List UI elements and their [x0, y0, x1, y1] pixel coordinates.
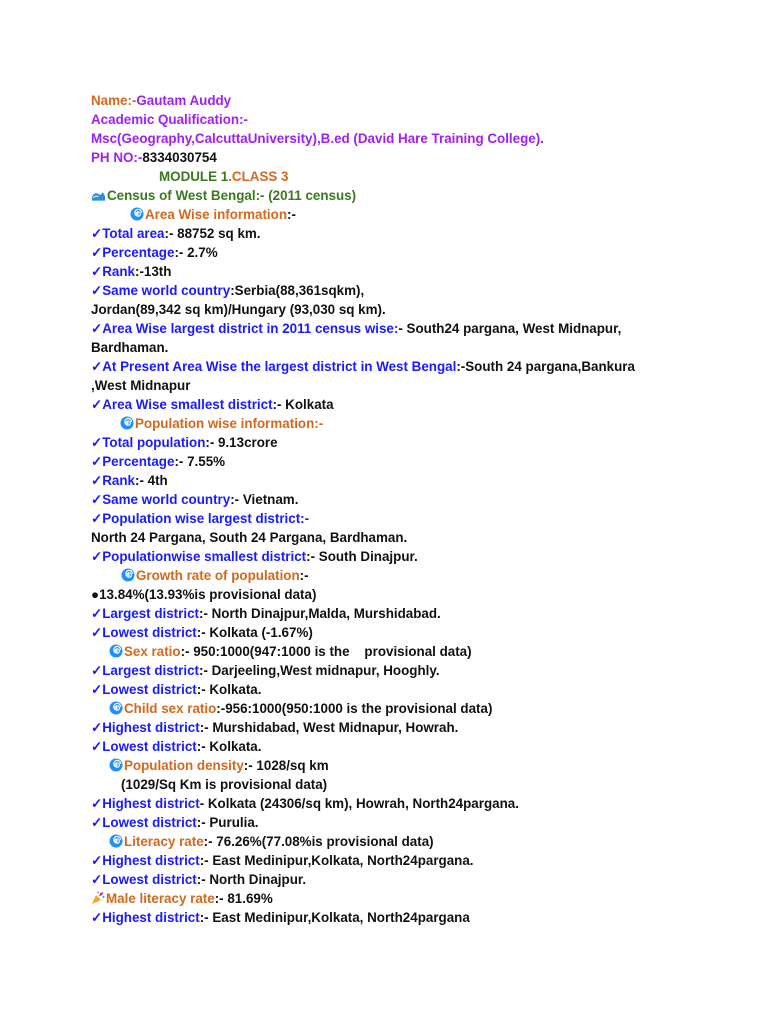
density-highest: [91, 794, 731, 813]
population-smallest: [91, 547, 731, 566]
density-value: :- 1028/sq km: [243, 758, 329, 773]
qualification-line: [91, 110, 731, 129]
check-icon: ✓: [91, 397, 103, 412]
sex-ratio-lowest-label: Lowest district: [102, 682, 197, 697]
area-largest-present-continued: ,West Midnapur: [91, 378, 191, 393]
area-rank: [91, 262, 731, 281]
check-icon: ✓: [91, 454, 103, 469]
child-sex-ratio-highest-value: :- Murshidabad, West Midnapur, Howrah.: [199, 720, 459, 735]
party-popper-icon: [91, 891, 105, 905]
area-largest-2011-cont: [91, 338, 731, 357]
population-percentage-label: Percentage: [102, 454, 175, 469]
child-sex-ratio-lowest-label: Lowest district: [102, 739, 197, 754]
population-smallest-label: Populationwise smallest district: [102, 549, 307, 564]
area-percentage-label: Percentage: [102, 245, 175, 260]
module-class: .CLASS 3: [228, 169, 289, 184]
check-icon: ✓: [91, 910, 103, 925]
literacy-highest: [91, 851, 731, 870]
literacy-highest-label: Highest district: [102, 853, 200, 868]
check-icon: ✓: [91, 815, 103, 830]
qualification-label: Academic Qualification:-: [91, 112, 248, 127]
male-literacy-heading: [91, 889, 731, 908]
area-largest-2011-value: - South24 pargana, West Midnapur,: [398, 321, 622, 336]
area-total-value: :- 88752 sq km.: [164, 226, 261, 241]
literacy-lowest: [91, 870, 731, 889]
area-largest-present-label: At Present Area Wise the largest district in West Bengal: [102, 359, 457, 374]
density-heading-text: Population density: [124, 758, 244, 773]
growth-value-line: [91, 585, 731, 604]
density-lowest-value: :- Purulia.: [196, 815, 259, 830]
area-smallest-label: Area Wise smallest district: [102, 397, 273, 412]
density-lowest-label: Lowest district: [102, 815, 197, 830]
name-label: Name:-: [91, 93, 137, 108]
module-line: [91, 167, 731, 186]
growth-largest-label: Largest district: [102, 606, 199, 621]
population-same-country: [91, 490, 731, 509]
check-icon: ✓: [91, 625, 103, 640]
area-rank-label: Rank: [102, 264, 135, 279]
area-heading: [91, 205, 731, 224]
sex-ratio-heading-text: Sex ratio: [124, 644, 181, 659]
population-heading-text: Population wise information:-: [135, 416, 324, 431]
wave-icon: [91, 188, 106, 202]
male-literacy-highest-label: Highest district: [102, 910, 200, 925]
swirl-icon: [109, 834, 123, 848]
male-literacy-highest-value: :- East Medinipur,Kolkata, North24pargana: [199, 910, 470, 925]
check-icon: ✓: [91, 359, 103, 374]
growth-value: ●13.84%(13.93%is provisional data): [91, 587, 317, 602]
density-cont-line: [91, 775, 731, 794]
child-sex-ratio-lowest-value: :- Kolkata.: [196, 739, 262, 754]
population-largest-label: Population wise largest district:-: [102, 511, 310, 526]
male-literacy-highest: [91, 908, 731, 927]
check-icon: ✓: [91, 872, 103, 887]
population-percentage: [91, 452, 731, 471]
check-icon: ✓: [91, 264, 103, 279]
area-largest-2011: [91, 319, 731, 338]
area-percentage: [91, 243, 731, 262]
check-icon: ✓: [91, 682, 103, 697]
area-total: [91, 224, 731, 243]
area-smallest: [91, 395, 731, 414]
census-year: (2011 census): [268, 188, 357, 203]
population-rank-label: Rank: [102, 473, 135, 488]
area-same-country: [91, 281, 731, 300]
sex-ratio-largest: [91, 661, 731, 680]
check-icon: ✓: [91, 473, 103, 488]
area-total-label: Total area: [102, 226, 165, 241]
document-body: [91, 91, 731, 927]
swirl-icon: [121, 568, 135, 582]
swirl-icon: [109, 701, 123, 715]
area-rank-value: :-13th: [134, 264, 172, 279]
area-largest-present-value: :-South 24 pargana,Bankura: [456, 359, 635, 374]
population-same-country-label: Same world country: [102, 492, 231, 507]
density-lowest: [91, 813, 731, 832]
area-same-country-continued: Jordan(89,342 sq km)/Hungary (93,030 sq km).: [91, 302, 386, 317]
name-value: Gautam Auddy: [136, 93, 232, 108]
check-icon: ✓: [91, 226, 103, 241]
area-heading-suffix: :-: [287, 207, 296, 222]
swirl-icon: [109, 644, 123, 658]
population-percentage-value: :- 7.55%: [174, 454, 226, 469]
check-icon: ✓: [91, 511, 103, 526]
qualification-value-line: [91, 129, 731, 148]
population-rank: [91, 471, 731, 490]
literacy-lowest-value: :- North Dinajpur.: [196, 872, 307, 887]
module-number: MODULE 1: [159, 169, 229, 184]
swirl-icon: [120, 416, 134, 430]
density-continued: (1029/Sq Km is provisional data): [121, 777, 328, 792]
sex-ratio-lowest-value: :- Kolkata.: [196, 682, 262, 697]
area-same-country-label: Same world country: [102, 283, 231, 298]
child-sex-ratio-highest-label: Highest district: [102, 720, 200, 735]
check-icon: ✓: [91, 663, 103, 678]
literacy-heading-text: Literacy rate: [124, 834, 204, 849]
sex-ratio-heading: [91, 642, 731, 661]
check-icon: ✓: [91, 321, 103, 336]
area-smallest-value: :- Kolkata: [272, 397, 334, 412]
population-same-country-value: :- Vietnam.: [230, 492, 299, 507]
check-icon: ✓: [91, 549, 103, 564]
literacy-heading: [91, 832, 731, 851]
child-sex-ratio-highest: [91, 718, 731, 737]
census-heading: [91, 186, 731, 205]
census-label: Census of West Bengal:-: [107, 188, 269, 203]
growth-largest: [91, 604, 731, 623]
density-highest-value: - Kolkata (24306/sq km), Howrah, North24pargana.: [199, 796, 519, 811]
check-icon: ✓: [91, 283, 103, 298]
check-icon: ✓: [91, 245, 103, 260]
phone-line: [91, 148, 731, 167]
population-largest-continued: North 24 Pargana, South 24 Pargana, Bardhaman.: [91, 530, 408, 545]
population-rank-value: :- 4th: [134, 473, 168, 488]
area-same-country-cont: [91, 300, 731, 319]
area-same-country-value: :Serbia(88,361sqkm),: [230, 283, 365, 298]
growth-largest-value: :- North Dinajpur,Malda, Murshidabad.: [198, 606, 441, 621]
population-total-label: Total population: [102, 435, 206, 450]
population-smallest-value: :- South Dinajpur.: [306, 549, 418, 564]
population-total: [91, 433, 731, 452]
growth-lowest-value: :- Kolkata (-1.67%): [196, 625, 313, 640]
growth-heading-text: Growth rate of population: [136, 568, 300, 583]
check-icon: ✓: [91, 435, 103, 450]
growth-heading-suffix: :-: [299, 568, 309, 583]
population-total-value: :- 9.13crore: [205, 435, 278, 450]
qualification-value: Msc(Geography,CalcuttaUniversity),B.ed (David Hare Training College).: [91, 131, 544, 146]
male-literacy-heading-text: Male literacy rate: [106, 891, 215, 906]
area-largest-present-cont: [91, 376, 731, 395]
growth-heading: [91, 566, 731, 585]
density-highest-label: Highest district: [102, 796, 200, 811]
sex-ratio-lowest: [91, 680, 731, 699]
area-largest-2011-continued: Bardhaman.: [91, 340, 169, 355]
density-heading: [91, 756, 731, 775]
growth-lowest-label: Lowest district: [102, 625, 197, 640]
check-icon: ✓: [91, 796, 103, 811]
area-largest-present: [91, 357, 731, 376]
child-sex-ratio-lowest: [91, 737, 731, 756]
sex-ratio-largest-value: :- Darjeeling,West midnapur, Hooghly.: [198, 663, 440, 678]
name-line: [91, 91, 731, 110]
population-heading: [91, 414, 731, 433]
swirl-icon: [109, 758, 123, 772]
male-literacy-value: :- 81.69%: [214, 891, 273, 906]
check-icon: ✓: [91, 720, 103, 735]
check-icon: ✓: [91, 606, 103, 621]
literacy-highest-value: :- East Medinipur,Kolkata, North24pargana.: [199, 853, 474, 868]
population-largest-cont: [91, 528, 731, 547]
check-icon: ✓: [91, 853, 103, 868]
literacy-value: :- 76.26%(77.08%is provisional data): [203, 834, 434, 849]
child-sex-ratio-heading-text: Child sex ratio: [124, 701, 217, 716]
phone-label: PH NO:-: [91, 150, 143, 165]
phone-value: 8334030754: [142, 150, 217, 165]
population-largest: [91, 509, 731, 528]
swirl-icon: [130, 207, 144, 221]
check-icon: ✓: [91, 739, 103, 754]
sex-ratio-largest-label: Largest district: [102, 663, 199, 678]
area-largest-2011-label: Area Wise largest district in 2011 census wise:: [102, 321, 399, 336]
check-icon: ✓: [91, 492, 103, 507]
sex-ratio-value: :- 950:1000(947:1000 is the provisional data): [180, 644, 472, 659]
area-percentage-value: :- 2.7%: [174, 245, 218, 260]
literacy-lowest-label: Lowest district: [102, 872, 197, 887]
child-sex-ratio-value: :-956:1000(950:1000 is the provisional data): [216, 701, 493, 716]
child-sex-ratio-heading: [91, 699, 731, 718]
growth-lowest: [91, 623, 731, 642]
area-heading-text: Area Wise information: [145, 207, 287, 222]
